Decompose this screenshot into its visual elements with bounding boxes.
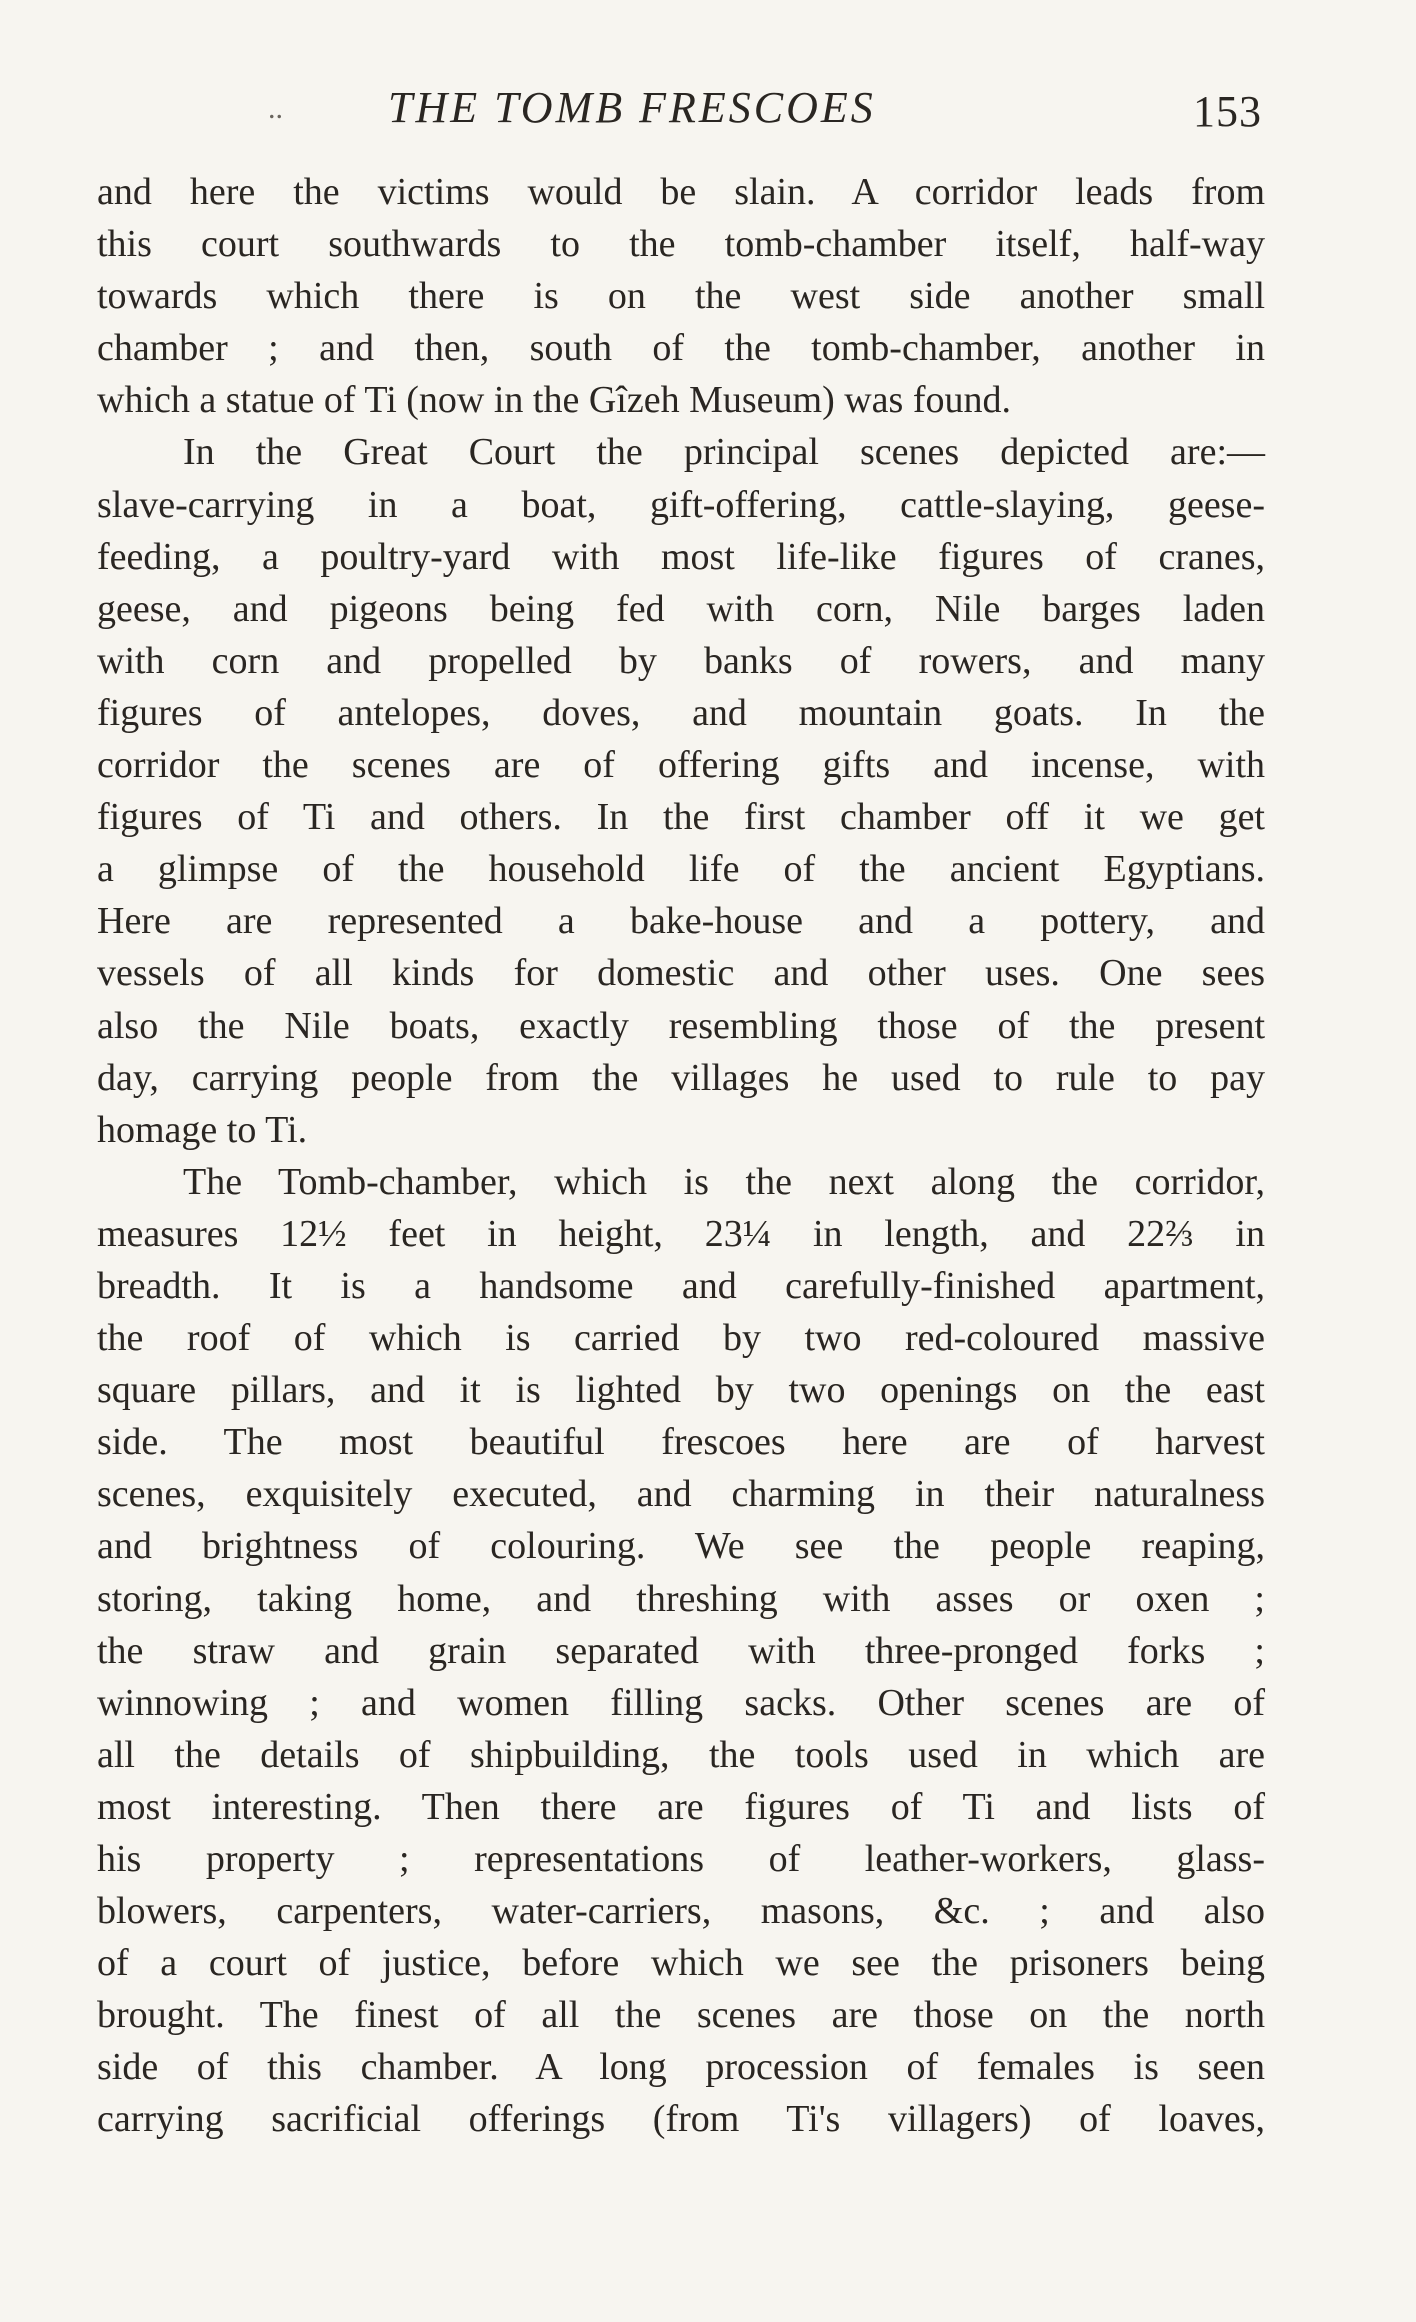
text-line: vessels of all kinds for domestic and other uses. One sees (97, 952, 1265, 995)
text-line: all the details of shipbuilding, the tools used in which are (97, 1733, 1265, 1776)
text-line: slave-carrying in a boat, gift-offering, cattle-slaying, geese- (97, 483, 1265, 526)
text-line: which a statue of Ti (now in the Gîzeh Museum) was found. (97, 379, 1011, 422)
header-mark: .. (268, 92, 283, 125)
text-line: corridor the scenes are of offering gifts and incense, with (97, 744, 1265, 787)
text-line: his property ; representations of leather-workers, glass- (97, 1838, 1265, 1880)
text-line: In the Great Court the principal scenes depicted are:— (183, 431, 1265, 474)
text-line: measures 12½ feet in height, 23¼ in length, and 22⅔ in (97, 1212, 1265, 1255)
text-line: also the Nile boats, exactly resembling those of the present (97, 1004, 1265, 1047)
text-line: figures of antelopes, doves, and mountain goats. In the (97, 691, 1265, 734)
text-line: feeding, a poultry-yard with most life-like figures of cranes, (97, 535, 1265, 578)
text-line: a glimpse of the household life of the ancient Egyptians. (97, 848, 1265, 891)
text-line: square pillars, and it is lighted by two openings on the east (97, 1369, 1265, 1412)
running-head (0, 82, 1416, 142)
text-line: and here the victims would be slain. A corridor leads from (97, 171, 1265, 213)
text-line: towards which there is on the west side another small (97, 275, 1265, 318)
text-line: chamber ; and then, south of the tomb-chamber, another in (97, 327, 1265, 370)
text-line: with corn and propelled by banks of rowers, and many (97, 639, 1265, 682)
text-line: figures of Ti and others. In the first chamber off it we get (97, 796, 1265, 839)
text-line: of a court of justice, before which we see the prisoners being (97, 1942, 1265, 1985)
running-title: THE TOMB FRESCOES (388, 83, 876, 132)
text-line: breadth. It is a handsome and carefully-finished apartment, (97, 1264, 1265, 1307)
page-number: 153 (1193, 87, 1262, 136)
text-line: homage to Ti. (97, 1108, 308, 1151)
text-line: the straw and grain separated with three-pronged forks ; (97, 1629, 1265, 1672)
text-line: The Tomb-chamber, which is the next along the corridor, (183, 1160, 1265, 1203)
text-line: winnowing ; and women filling sacks. Other scenes are of (97, 1681, 1265, 1724)
text-line: brought. The finest of all the scenes are those on the north (97, 1994, 1265, 2037)
text-line: storing, taking home, and threshing with asses or oxen ; (97, 1577, 1265, 1620)
text-line: side. The most beautiful frescoes here are of harvest (97, 1421, 1265, 1464)
text-line: day, carrying people from the villages he used to rule to pay (97, 1056, 1265, 1099)
body-text (97, 166, 1265, 2146)
text-line: this court southwards to the tomb-chamber itself, half-way (97, 223, 1265, 266)
text-line: Here are represented a bake-house and a pottery, and (97, 900, 1265, 943)
text-line: blowers, carpenters, water-carriers, masons, &c. ; and also (97, 1890, 1265, 1933)
text-line: side of this chamber. A long procession of females is seen (97, 2046, 1265, 2089)
text-line: the roof of which is carried by two red-coloured massive (97, 1317, 1265, 1360)
text-line: most interesting. Then there are figures of Ti and lists of (97, 1785, 1265, 1828)
text-line: carrying sacrificial offerings (from Ti's villagers) of loaves, (97, 2098, 1265, 2141)
text-line: scenes, exquisitely executed, and charming in their naturalness (97, 1473, 1265, 1516)
text-line: and brightness of colouring. We see the people reaping, (97, 1525, 1265, 1568)
text-line: geese, and pigeons being fed with corn, Nile barges laden (97, 587, 1265, 630)
